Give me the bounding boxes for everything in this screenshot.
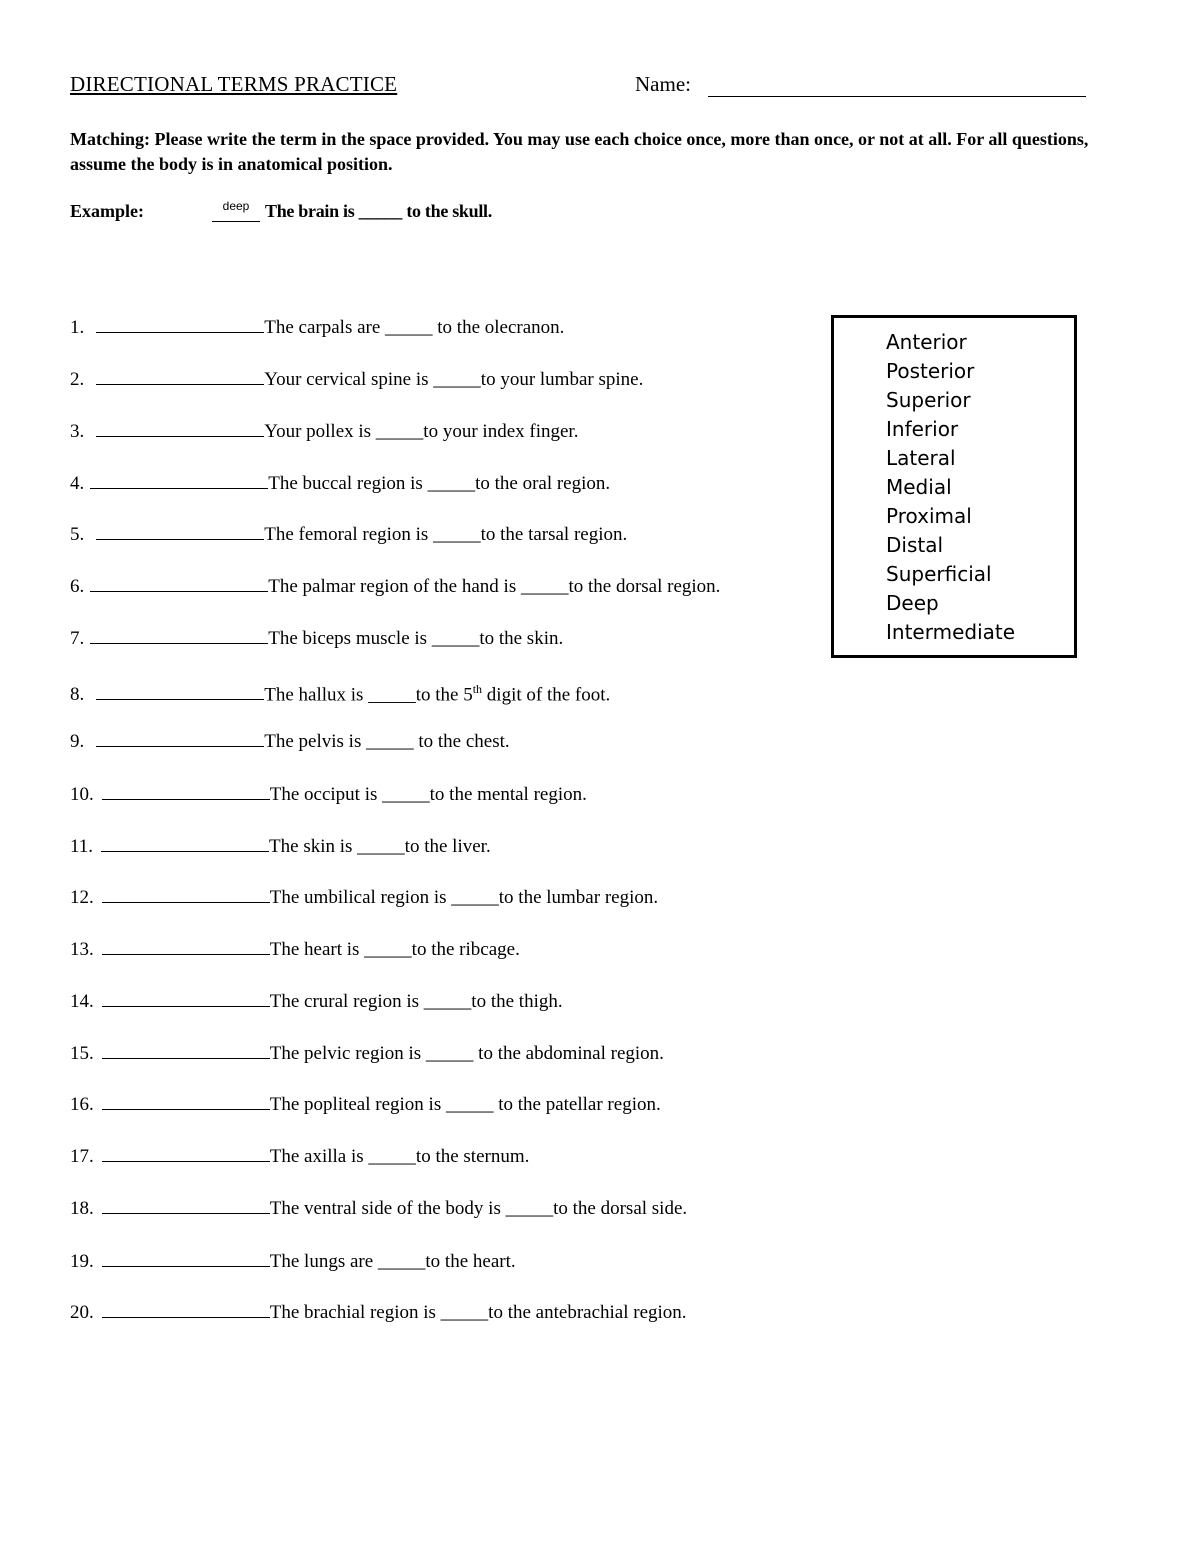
question-text: The femoral region is _____to the tarsal region.	[264, 524, 628, 545]
answer-blank[interactable]	[102, 1143, 270, 1162]
answer-blank[interactable]	[96, 521, 264, 540]
question-text: Your pollex is _____to your index finger.	[264, 421, 579, 442]
answer-blank[interactable]	[96, 366, 264, 385]
question-text: The popliteal region is _____ to the patellar region.	[269, 1094, 661, 1115]
word-bank-term: Proximal	[886, 504, 972, 528]
question-text: The pelvic region is _____ to the abdominal region.	[269, 1043, 664, 1064]
question-number: 15.	[70, 1043, 94, 1064]
question-text-end: digit of the foot.	[482, 684, 611, 706]
name-field[interactable]	[708, 96, 1086, 97]
word-bank-term: Inferior	[886, 417, 959, 441]
question-item	[70, 625, 563, 651]
question-item	[70, 1299, 687, 1325]
question-item	[70, 314, 564, 340]
word-bank-list	[886, 328, 1015, 647]
question-number: 4.	[70, 473, 85, 494]
word-bank-term: Anterior	[886, 330, 967, 354]
answer-blank[interactable]	[96, 681, 264, 700]
answer-blank[interactable]	[96, 418, 264, 437]
example-answer: deep	[222, 199, 250, 213]
question-text: The ventral side of the body is _____to the dorsal side.	[269, 1198, 688, 1219]
question-number: 12.	[70, 887, 94, 908]
question-text: The pelvis is _____ to the chest.	[264, 731, 510, 752]
answer-blank[interactable]	[102, 988, 270, 1007]
question-number: 7.	[70, 628, 85, 649]
question-item	[70, 833, 491, 859]
question-item	[70, 728, 510, 754]
question-item	[70, 418, 578, 444]
question-text: The palmar region of the hand is _____to the dorsal region.	[268, 576, 721, 597]
question-text: The hallux is _____to the 5	[264, 684, 473, 706]
question-number: 8.	[70, 684, 85, 706]
answer-blank[interactable]	[102, 884, 270, 903]
question-text: The skin is _____to the liver.	[269, 836, 491, 857]
question-number: 19.	[70, 1251, 94, 1272]
question-item	[70, 521, 627, 547]
question-item	[70, 573, 720, 599]
question-number: 5.	[70, 524, 85, 545]
question-number: 10.	[70, 784, 94, 805]
question-text: Your cervical spine is _____to your lumbar spine.	[264, 369, 644, 390]
question-item	[70, 988, 563, 1014]
example-answer-line	[212, 199, 260, 222]
example-sentence: The brain is _____ to the skull.	[265, 201, 492, 221]
word-bank-term: Distal	[886, 533, 944, 557]
question-text: The crural region is _____to the thigh.	[269, 991, 563, 1012]
question-number: 13.	[70, 939, 94, 960]
word-bank-term: Superior	[886, 388, 971, 412]
question-item	[70, 1248, 516, 1274]
question-number: 17.	[70, 1146, 94, 1167]
question-text: The lungs are _____to the heart.	[269, 1251, 516, 1272]
question-number: 6.	[70, 576, 85, 597]
word-bank-term: Deep	[886, 591, 939, 615]
question-number: 9.	[70, 731, 85, 752]
example-label: Example:	[70, 201, 144, 221]
question-text: The biceps muscle is _____to the skin.	[268, 628, 564, 649]
worksheet-title: DIRECTIONAL TERMS PRACTICE	[70, 72, 398, 96]
answer-blank[interactable]	[102, 1040, 270, 1059]
question-text: The brachial region is _____to the antebrachial region.	[269, 1302, 687, 1323]
question-item	[70, 884, 658, 910]
question-item	[70, 936, 520, 962]
question-number: 2.	[70, 369, 85, 390]
question-item	[70, 676, 611, 706]
word-bank-term: Medial	[886, 475, 952, 499]
question-item	[70, 1195, 687, 1221]
question-number: 11.	[70, 836, 94, 857]
question-item	[70, 1091, 661, 1117]
answer-blank[interactable]	[90, 470, 268, 489]
question-item	[70, 366, 643, 392]
superscript-th: th	[472, 682, 483, 696]
question-item	[70, 781, 587, 807]
question-text: The heart is _____to the ribcage.	[269, 939, 520, 960]
answer-blank[interactable]	[102, 1299, 270, 1318]
question-item	[70, 1040, 664, 1066]
question-item	[70, 1143, 529, 1169]
answer-blank[interactable]	[102, 936, 270, 955]
answer-blank[interactable]	[102, 1248, 270, 1267]
question-number: 1.	[70, 317, 85, 338]
question-item	[70, 470, 610, 496]
answer-blank[interactable]	[102, 1091, 270, 1110]
answer-blank[interactable]	[102, 781, 270, 800]
question-number: 18.	[70, 1198, 94, 1219]
word-bank-term: Lateral	[886, 446, 956, 470]
name-label: Name:	[635, 72, 691, 96]
word-bank-term: Intermediate	[886, 620, 1016, 644]
answer-blank[interactable]	[96, 314, 264, 333]
question-text: The umbilical region is _____to the lumbar region.	[269, 887, 659, 908]
answer-blank[interactable]	[90, 573, 268, 592]
word-bank-box	[831, 315, 1077, 658]
question-number: 20.	[70, 1302, 94, 1323]
question-number: 3.	[70, 421, 85, 442]
instructions: Matching: Please write the term in the space provided. You may use each choice once, more than once, or not at all. For all questions, assume the body is in anatomical position.	[70, 129, 1089, 174]
question-number: 14.	[70, 991, 94, 1012]
question-text: The buccal region is _____to the oral region.	[268, 473, 611, 494]
word-bank-term: Posterior	[886, 359, 975, 383]
question-text: The occiput is _____to the mental region.	[269, 784, 587, 805]
answer-blank[interactable]	[90, 625, 268, 644]
question-text: The axilla is _____to the sternum.	[269, 1146, 530, 1167]
answer-blank[interactable]	[96, 728, 264, 747]
word-bank-term: Superficial	[886, 562, 992, 586]
answer-blank[interactable]	[102, 1195, 270, 1214]
question-text: The carpals are _____ to the olecranon.	[264, 317, 565, 338]
question-number: 16.	[70, 1094, 94, 1115]
answer-blank[interactable]	[101, 833, 269, 852]
